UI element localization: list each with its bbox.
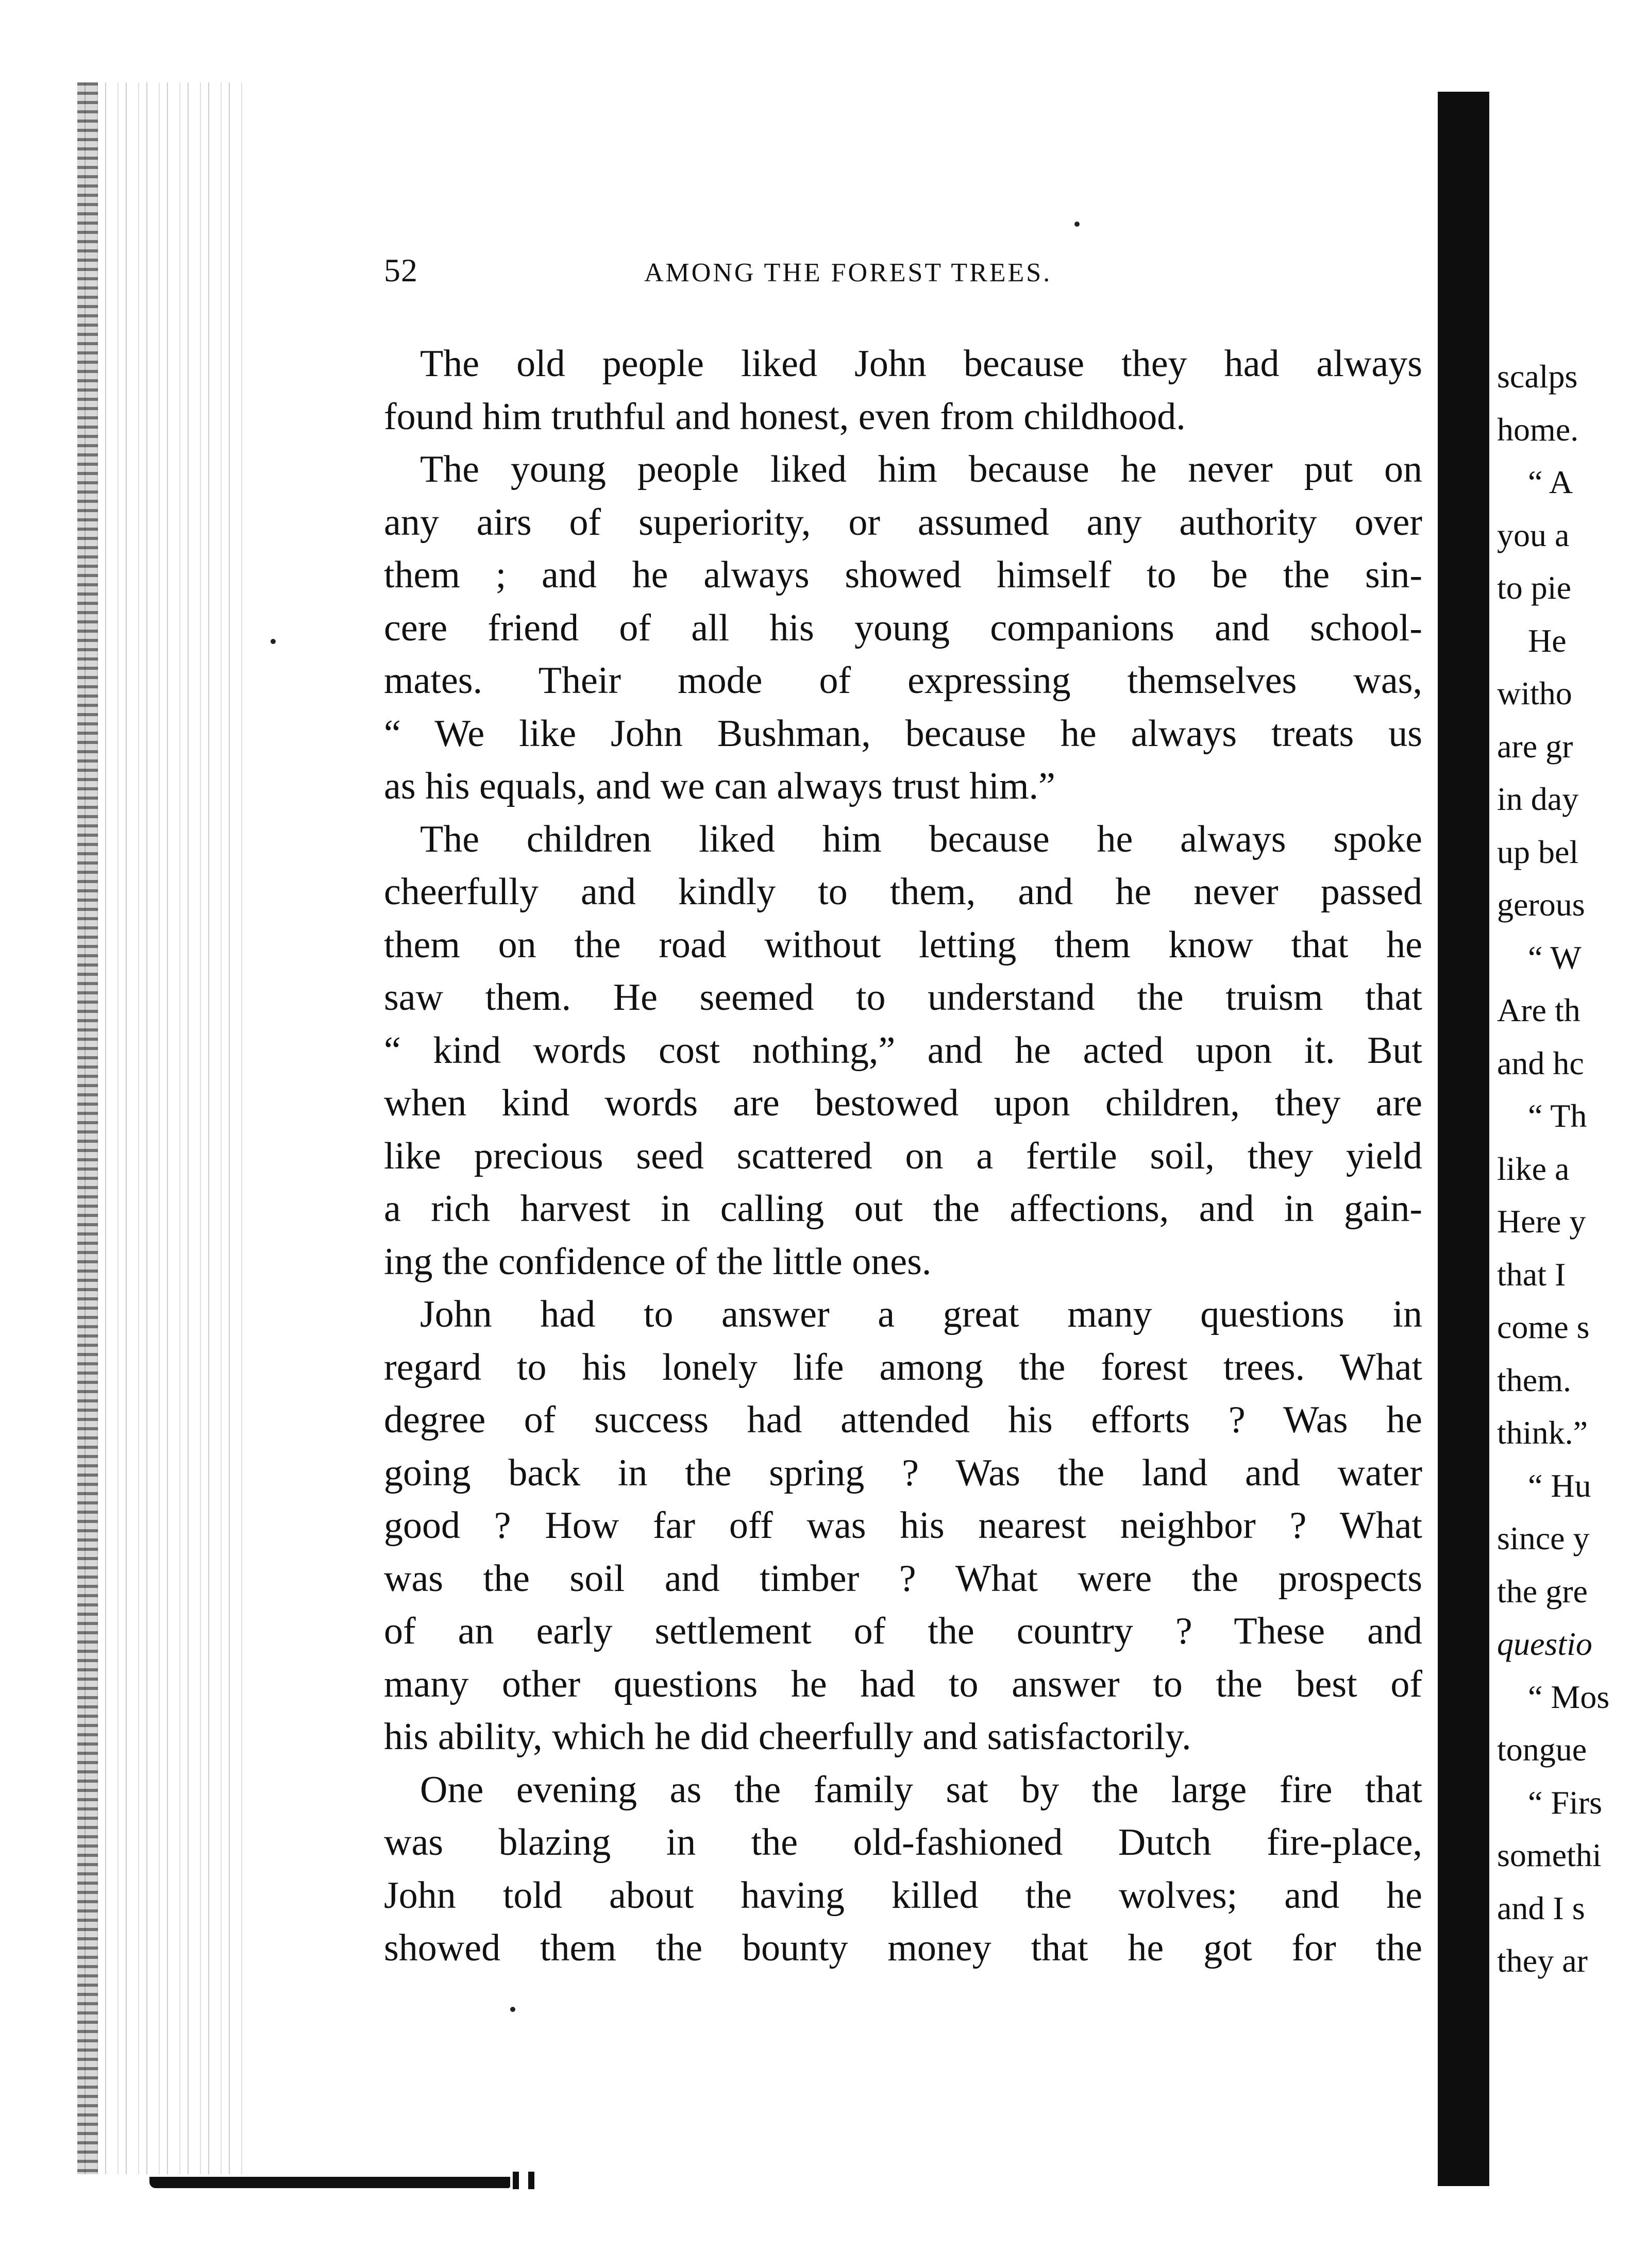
bottom-binding-rule [149, 2177, 510, 2188]
text-line: as his equals, and we can always trust him.” [384, 765, 1055, 807]
facing-text-line: they ar [1497, 1942, 1588, 1979]
bottom-rule-tick [513, 2172, 519, 2189]
text-line: showed them the bounty money that he got for the [384, 1927, 1422, 1969]
text-line: going back in the spring ? Was the land and water [384, 1451, 1422, 1494]
text-line: regard to his lonely life among the forest trees. What [384, 1346, 1422, 1389]
text-line: “ We like John Bushman, because he always treats us [384, 712, 1422, 755]
text-line: them on the road without letting them know that he [384, 923, 1422, 966]
facing-text-line: and I s [1497, 1889, 1585, 1926]
print-speck [1074, 222, 1080, 227]
facing-text-line: tongue [1497, 1731, 1587, 1768]
text-line: found him truthful and honest, even from childhood. [384, 395, 1186, 438]
text-line: saw them. He seemed to understand the truism that [384, 976, 1422, 1019]
text-line: any airs of superiority, or assumed any authority over [384, 501, 1422, 544]
text-line: of an early settlement of the country ? These and [384, 1610, 1422, 1652]
facing-text-line: are gr [1497, 727, 1573, 765]
facing-text-line: gerous [1497, 886, 1585, 923]
text-line: was the soil and timber ? What were the prospects [384, 1557, 1422, 1600]
facing-text-line: think.” [1497, 1414, 1588, 1451]
text-line: his ability, which he did cheerfully and satisfactorily. [384, 1716, 1191, 1758]
gutter-shadow-bar [1438, 92, 1489, 2186]
facing-text-line: the gre [1497, 1572, 1588, 1610]
facing-text-line: Are th [1497, 992, 1580, 1028]
text-line: when kind words are bestowed upon children, they are [384, 1082, 1422, 1124]
facing-text-line: “ Th [1528, 1097, 1587, 1134]
text-line: was blazing in the old-fashioned Dutch fire-place, [384, 1821, 1422, 1864]
facing-text-line: “ Hu [1528, 1467, 1591, 1504]
text-line: One evening as the family sat by the large fire that [420, 1768, 1422, 1811]
facing-text-line: scalps [1497, 358, 1578, 395]
facing-text-line: Here y [1497, 1203, 1586, 1240]
left-margin-scan-artifact [77, 82, 247, 2174]
facing-text-line: come s [1497, 1309, 1590, 1345]
facing-text-line: somethi [1497, 1837, 1602, 1873]
facing-text-line: He [1528, 622, 1567, 659]
text-line: them ; and he always showed himself to be the sin- [384, 554, 1422, 596]
text-line: cheerfully and kindly to them, and he never passed [384, 871, 1422, 913]
facing-text-line: you a [1497, 516, 1570, 553]
facing-text-line: in day [1497, 781, 1579, 817]
facing-text-line: up bel [1497, 833, 1579, 870]
facing-text-line: like a [1497, 1150, 1570, 1187]
text-line: degree of success had attended his efforts ? Was he [384, 1399, 1422, 1441]
facing-text-line: and hc [1497, 1044, 1584, 1081]
facing-page-fragment [1497, 350, 1648, 1988]
left-edge-scan-artifact [77, 82, 98, 2174]
text-line: John told about having killed the wolves; and he [384, 1874, 1422, 1917]
facing-text-line: them. [1497, 1361, 1571, 1398]
text-line: good ? How far off was his nearest neighbor ? What [384, 1504, 1422, 1547]
facing-text-line: “ A [1528, 464, 1573, 500]
facing-text-line: questio [1497, 1626, 1592, 1662]
facing-text-line: to pie [1497, 569, 1571, 606]
main-text-block [384, 337, 1422, 1975]
text-line: The old people liked John because they had always [420, 343, 1422, 385]
facing-text-line: “ Mos [1528, 1678, 1610, 1715]
text-line: a rich harvest in calling out the affections, and in gain- [384, 1188, 1422, 1230]
text-line: John had to answer a great many questions in [420, 1293, 1422, 1335]
text-line: cere friend of all his young companions and school- [384, 606, 1422, 649]
text-line: The young people liked him because he never put on [420, 448, 1422, 490]
text-line: mates. Their mode of expressing themselves was, [384, 659, 1422, 702]
facing-text-line: that I [1497, 1256, 1566, 1293]
print-speck [510, 2007, 515, 2012]
text-line: “ kind words cost nothing,” and he acted upon it. But [384, 1029, 1422, 1072]
page-number: 52 [384, 252, 418, 289]
facing-text-line: witho [1497, 675, 1572, 712]
facing-text-line: “ Firs [1528, 1784, 1602, 1821]
print-speck [271, 639, 276, 644]
facing-text-line: “ W [1528, 939, 1582, 976]
bottom-rule-tick [528, 2172, 534, 2189]
text-line: like precious seed scattered on a fertile soil, they yield [384, 1135, 1422, 1177]
facing-text-line: home. [1497, 411, 1579, 448]
text-line: ing the confidence of the little ones. [384, 1240, 932, 1283]
running-head: AMONG THE FOREST TREES. [644, 258, 1052, 287]
text-line: The children liked him because he always spoke [420, 818, 1422, 860]
facing-text-line: since y [1497, 1520, 1590, 1556]
text-line: many other questions he had to answer to the best of [384, 1663, 1422, 1705]
